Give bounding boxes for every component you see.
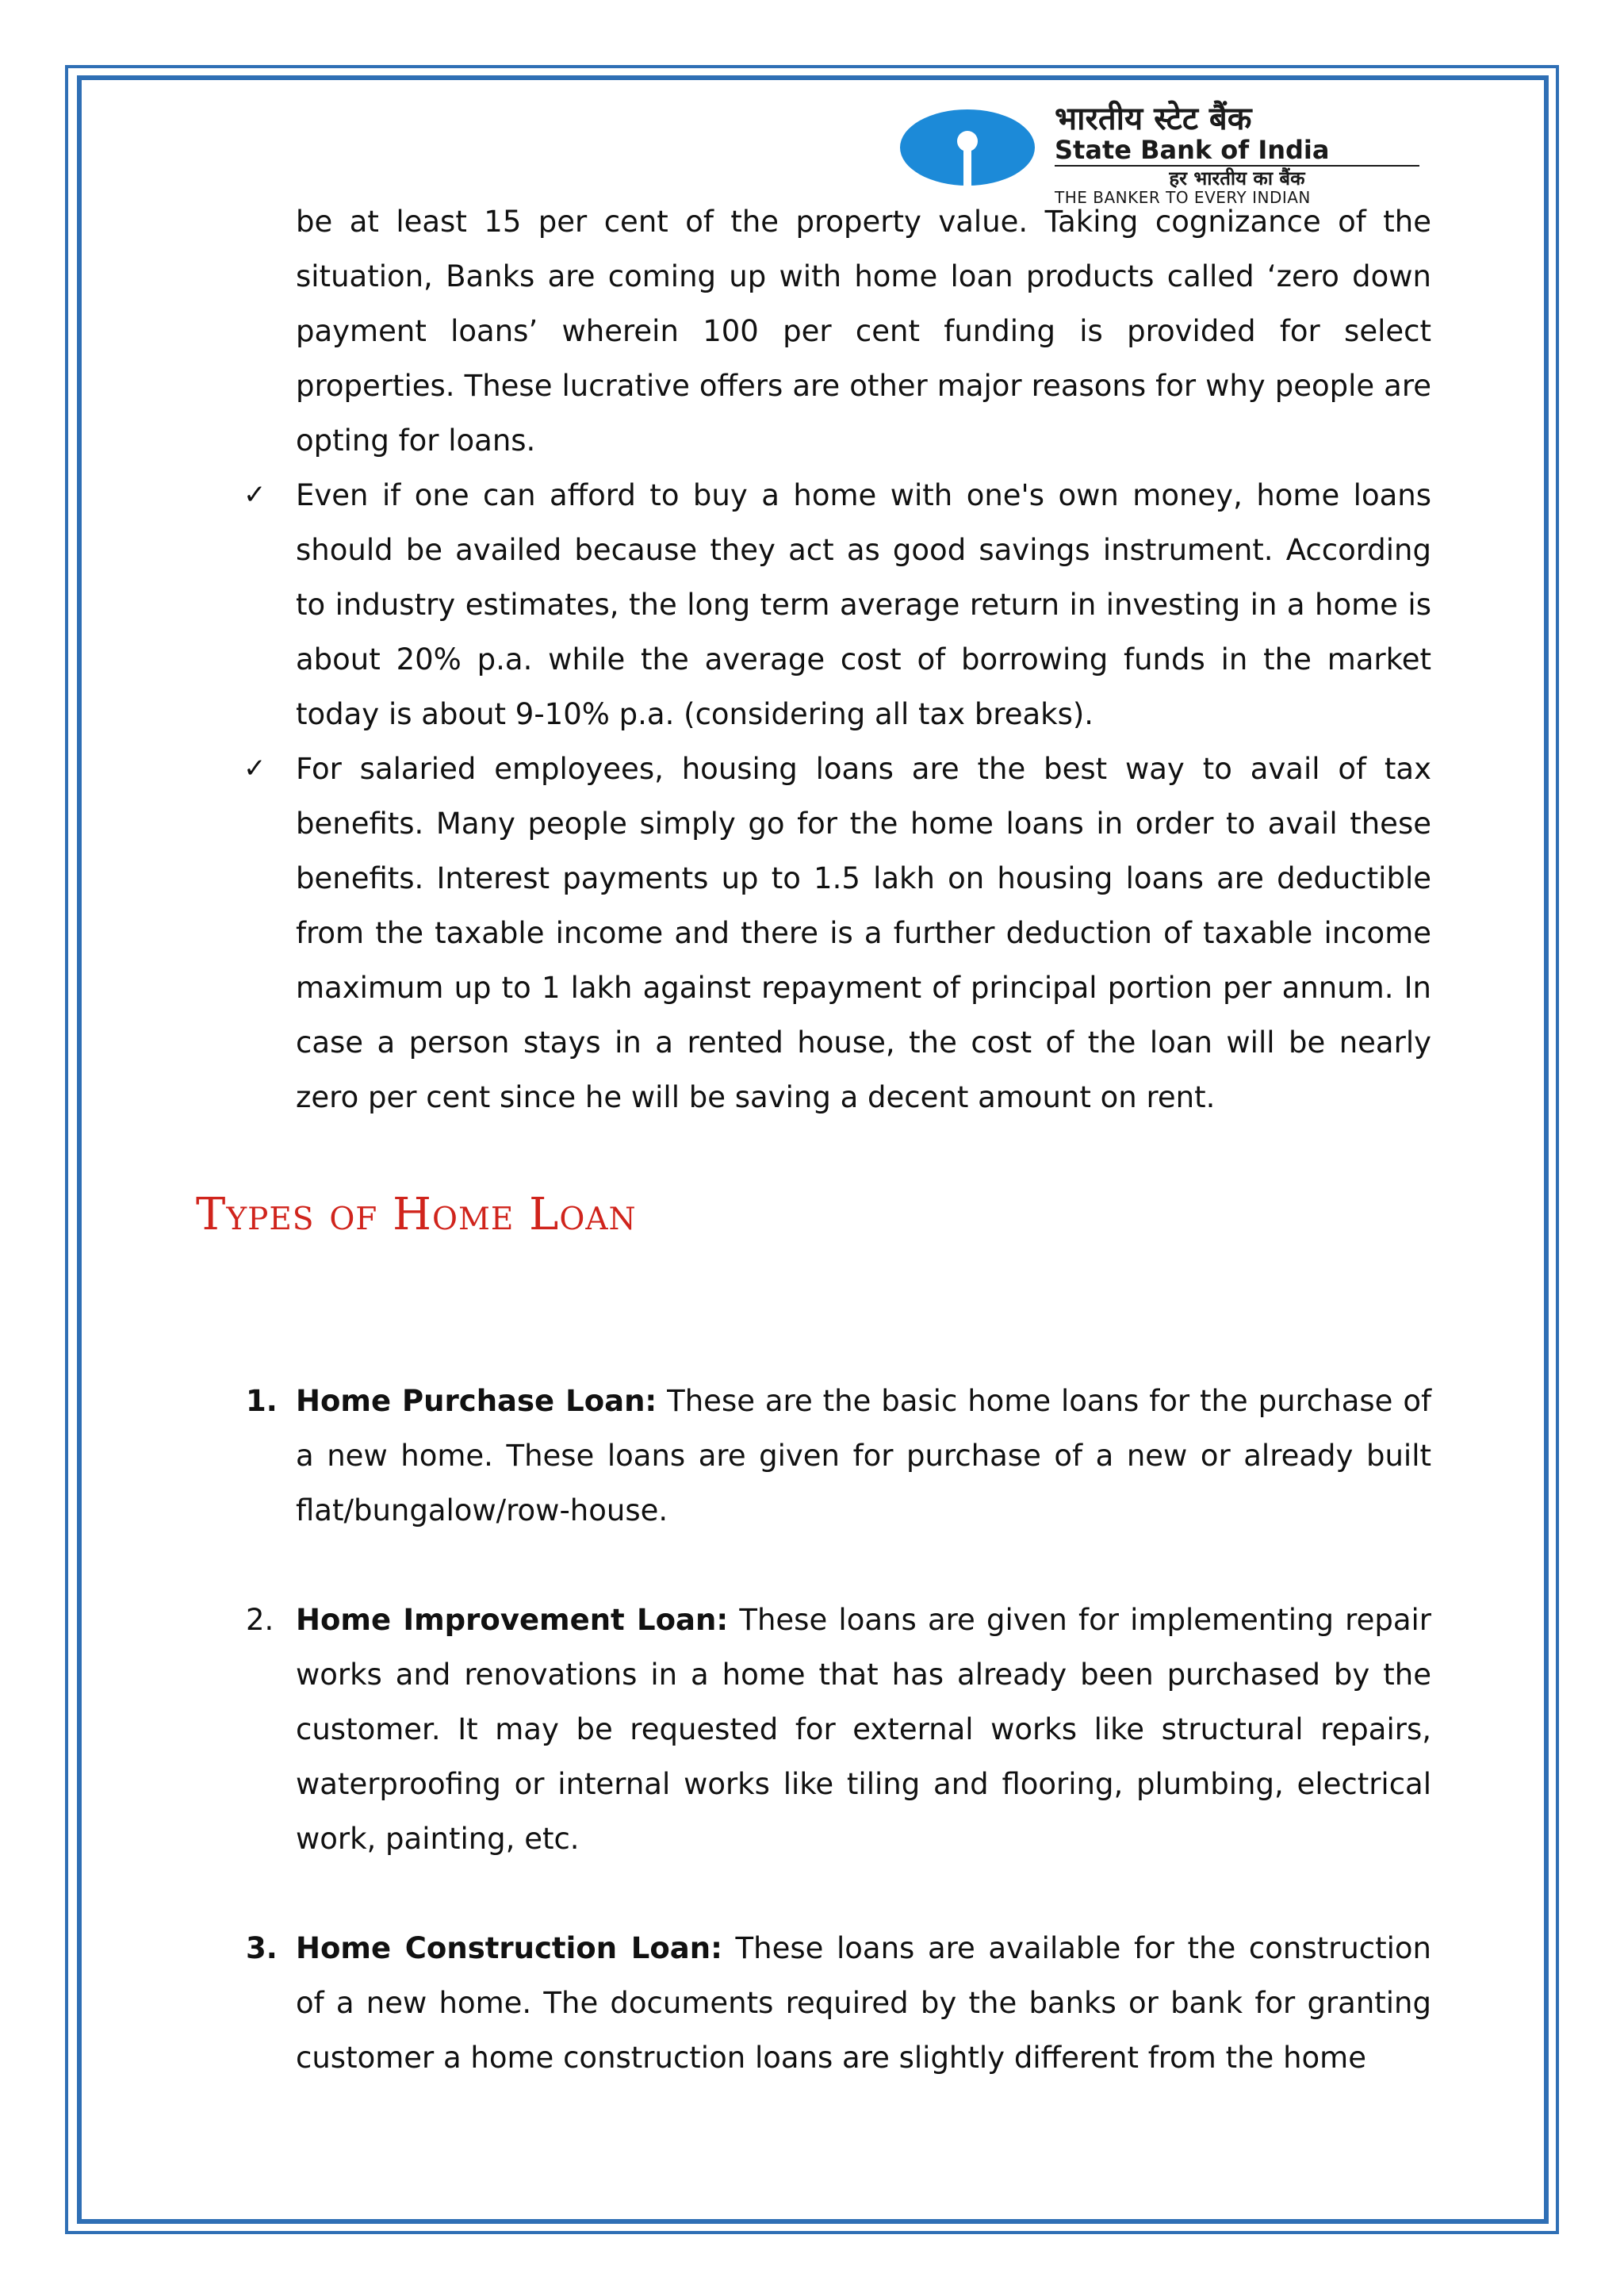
body-content <box>243 194 1431 1125</box>
logo-english-name: State Bank of India <box>1055 135 1330 165</box>
item-text: These loans are given for implementing repair works and renovations in a home that has already been purchased by the customer. It may be requested for external works like structural repairs, waterproofing or internal works like tiling and flooring, plumbing, electrical work, painting, etc. <box>296 1603 1431 1856</box>
item-text: These are the basic home loans for the purchase of a new home. These loans are given for purchase of a new or already built flat/bungalow/row-house. <box>296 1384 1431 1527</box>
item-number: 2. <box>246 1603 274 1637</box>
bullet-text: For salaried employees, housing loans are the best way to avail of tax benefits. Many people simply go for the home loans in order to avail these benefits. Interest payments up to 1.5 lakh on housing loans are deductible from the taxable income and there is a further deduction of taxable income maximum up to 1 lakh against repayment of principal portion per annum. In case a person stays in a rented house, the cost of the loan will be nearly zero per cent since he will be saving a decent amount on rent. <box>296 752 1431 1114</box>
logo-text-block <box>1055 102 1423 206</box>
item-title: Home Purchase Loan: <box>296 1384 657 1418</box>
checkmark-icon: ✓ <box>243 479 266 511</box>
bullet-item <box>243 742 1431 1125</box>
logo-divider <box>1055 165 1419 167</box>
bullet-text: Even if one can afford to buy a home with one's own money, home loans should be availed because they act as good savings instrument. According to industry estimates, the long term average return in investing in a home is about 20% p.a. while the average cost of borrowing funds in the market today is about 9-10% p.a. (considering all tax breaks). <box>296 478 1431 731</box>
item-title: Home Improvement Loan: <box>296 1603 729 1637</box>
loan-type-item <box>246 1593 1431 1866</box>
sbi-logo-icon <box>900 109 1035 186</box>
item-number: 1. <box>246 1384 278 1418</box>
loan-type-item <box>246 1921 1431 2085</box>
bullet-item <box>243 468 1431 742</box>
item-title: Home Construction Loan: <box>296 1931 722 1965</box>
item-text: These loans are available for the construction of a new home. The documents required by the banks or bank for granting customer a home construction loans are slightly different from the home <box>296 1931 1431 2075</box>
checkmark-icon: ✓ <box>243 753 266 784</box>
logo-hindi-name: भारतीय स्टेट बैंक <box>1055 101 1252 137</box>
logo-tagline: THE BANKER TO EVERY INDIAN <box>1055 188 1311 207</box>
continuation-paragraph: be at least 15 per cent of the property value. Taking cognizance of the situation, Banks are coming up with home loan products called ‘zero down payment loans’ wherein 100 per cent funding is provided for select properties. These lucrative offers are other major reasons for why people are opting for loans. <box>296 205 1431 458</box>
section-heading: Types of Home Loan <box>196 1189 637 1240</box>
loan-type-item <box>246 1374 1431 1538</box>
sbi-logo <box>900 101 1423 207</box>
item-number: 3. <box>246 1931 278 1965</box>
logo-hindi-tagline: हर भारतीय का बैंक <box>1169 167 1305 190</box>
